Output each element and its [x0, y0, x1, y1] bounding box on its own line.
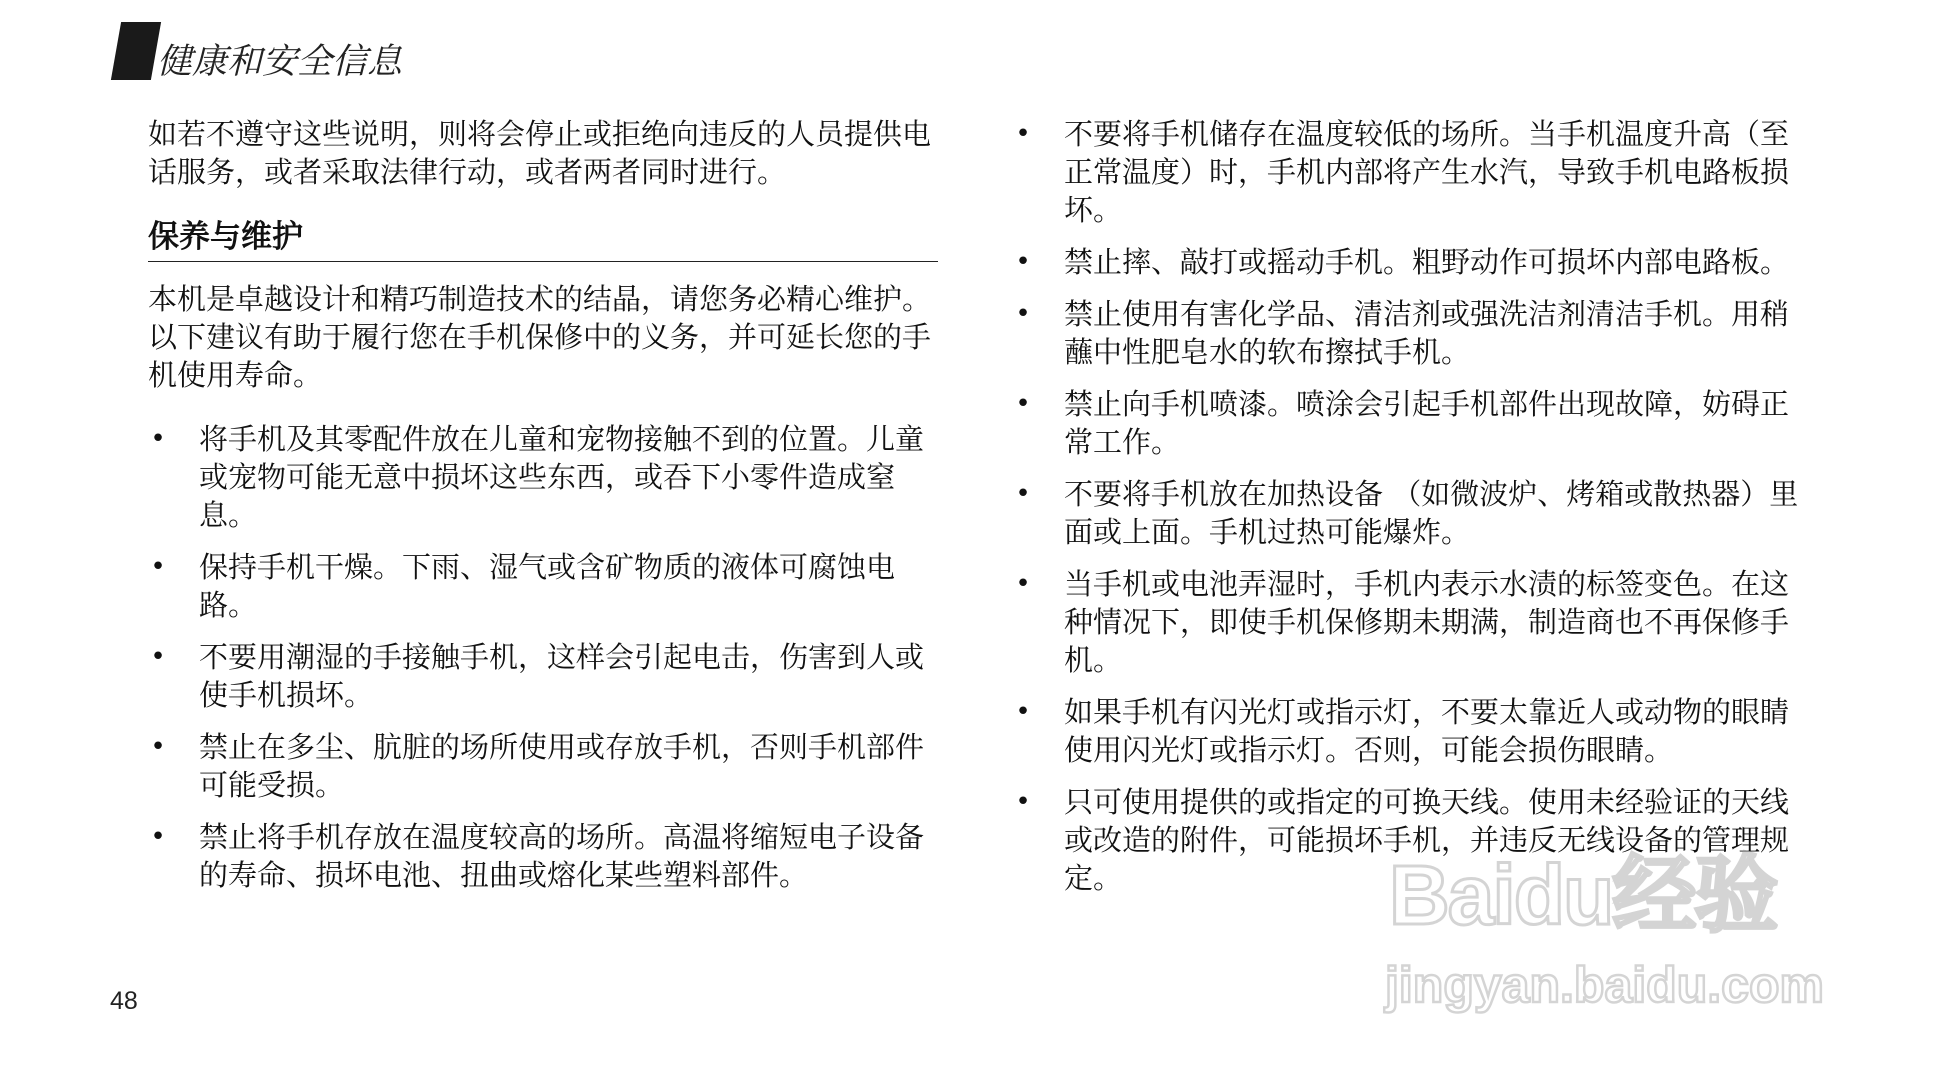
section-paragraph: 本机是卓越设计和精巧制造技术的结晶，请您务必精心维护。以下建议有助于履行您在手机保修中的义务，并可延长您的手机使用寿命。 [148, 282, 932, 392]
list-item-text: 禁止向手机喷漆。喷涂会引起手机部件出现故障，妨碍正常工作。 [1064, 387, 1790, 459]
intro-paragraph: 如若不遵守这些说明，则将会停止或拒绝向违反的人员提供电话服务，或者采取法律行动，或者两者同时进行。 [148, 117, 932, 189]
bullet-icon: • [1015, 299, 1031, 329]
list-item [1013, 385, 1813, 461]
list-item-text: 禁止摔、敲打或摇动手机。粗野动作可损坏内部电路板。 [1064, 245, 1790, 279]
list-item-text: 不要将手机储存在温度较低的场所。当手机温度升高（至正常温度）时，手机内部将产生水汽，导致手机电路板损坏。 [1064, 117, 1790, 227]
list-item-text: 禁止在多尘、肮脏的场所使用或存放手机，否则手机部件可能受损。 [199, 730, 925, 802]
watermark-logo-text: Baidu经验 [1389, 848, 1777, 942]
bullet-icon: • [150, 424, 166, 454]
list-item [1013, 693, 1813, 769]
page-number: 48 [110, 987, 138, 1015]
list-item [1013, 115, 1813, 229]
bullet-icon: • [1015, 119, 1031, 149]
bullet-icon: • [1015, 569, 1031, 599]
bullet-icon: • [150, 642, 166, 672]
list-item [1013, 783, 1813, 897]
list-item-text: 禁止将手机存放在温度较高的场所。高温将缩短电子设备的寿命、损坏电池、扭曲或熔化某些塑料部件。 [199, 820, 925, 892]
list-item [1013, 475, 1813, 551]
list-item [148, 728, 938, 804]
list-item [148, 548, 938, 624]
section-divider [148, 261, 938, 262]
list-item [148, 818, 938, 894]
bullet-icon: • [1015, 247, 1031, 277]
right-bullet-list [1013, 115, 1813, 897]
list-item [1013, 243, 1813, 281]
list-item-text: 将手机及其零配件放在儿童和宠物接触不到的位置。儿童或宠物可能无意中损坏这些东西，或吞下小零件造成窒息。 [199, 422, 925, 532]
bullet-icon: • [1015, 479, 1031, 509]
list-item-text: 如果手机有闪光灯或指示灯，不要太靠近人或动物的眼睛使用闪光灯或指示灯。否则，可能会损伤眼睛。 [1064, 695, 1790, 767]
list-item-text: 当手机或电池弄湿时，手机内表示水渍的标签变色。在这种情况下，即使手机保修期未期满，制造商也不再保修手机。 [1064, 567, 1790, 677]
bullet-icon: • [150, 552, 166, 582]
list-item [1013, 295, 1813, 371]
list-item-text: 保持手机干燥。下雨、湿气或含矿物质的液体可腐蚀电路。 [199, 550, 896, 622]
list-item-text: 不要将手机放在加热设备 （如微波炉、烤箱或散热器）里面或上面。手机过热可能爆炸。 [1064, 477, 1799, 549]
watermark-url-text: jingyan.baidu.com [1385, 957, 1824, 1013]
left-bullet-list [148, 420, 938, 894]
bullet-icon: • [1015, 389, 1031, 419]
left-column [148, 115, 938, 908]
list-item [148, 638, 938, 714]
bullet-icon: • [150, 822, 166, 852]
list-item [148, 420, 938, 534]
list-item-text: 只可使用提供的或指定的可换天线。使用未经验证的天线或改造的附件，可能损坏手机，并违反无线设备的管理规定。 [1064, 785, 1790, 895]
header-accent-bar [111, 22, 161, 80]
list-item-text: 不要用潮湿的手接触手机，这样会引起电击，伤害到人或使手机损坏。 [199, 640, 925, 712]
right-column [1013, 115, 1813, 911]
bullet-icon: • [1015, 697, 1031, 727]
list-item [1013, 565, 1813, 679]
section-heading: 保养与维护 [148, 219, 303, 255]
bullet-icon: • [150, 732, 166, 762]
bullet-icon: • [1015, 787, 1031, 817]
page-header-title: 健康和安全信息 [157, 42, 403, 82]
list-item-text: 禁止使用有害化学品、清洁剂或强洗洁剂清洁手机。用稍蘸中性肥皂水的软布擦拭手机。 [1064, 297, 1790, 369]
